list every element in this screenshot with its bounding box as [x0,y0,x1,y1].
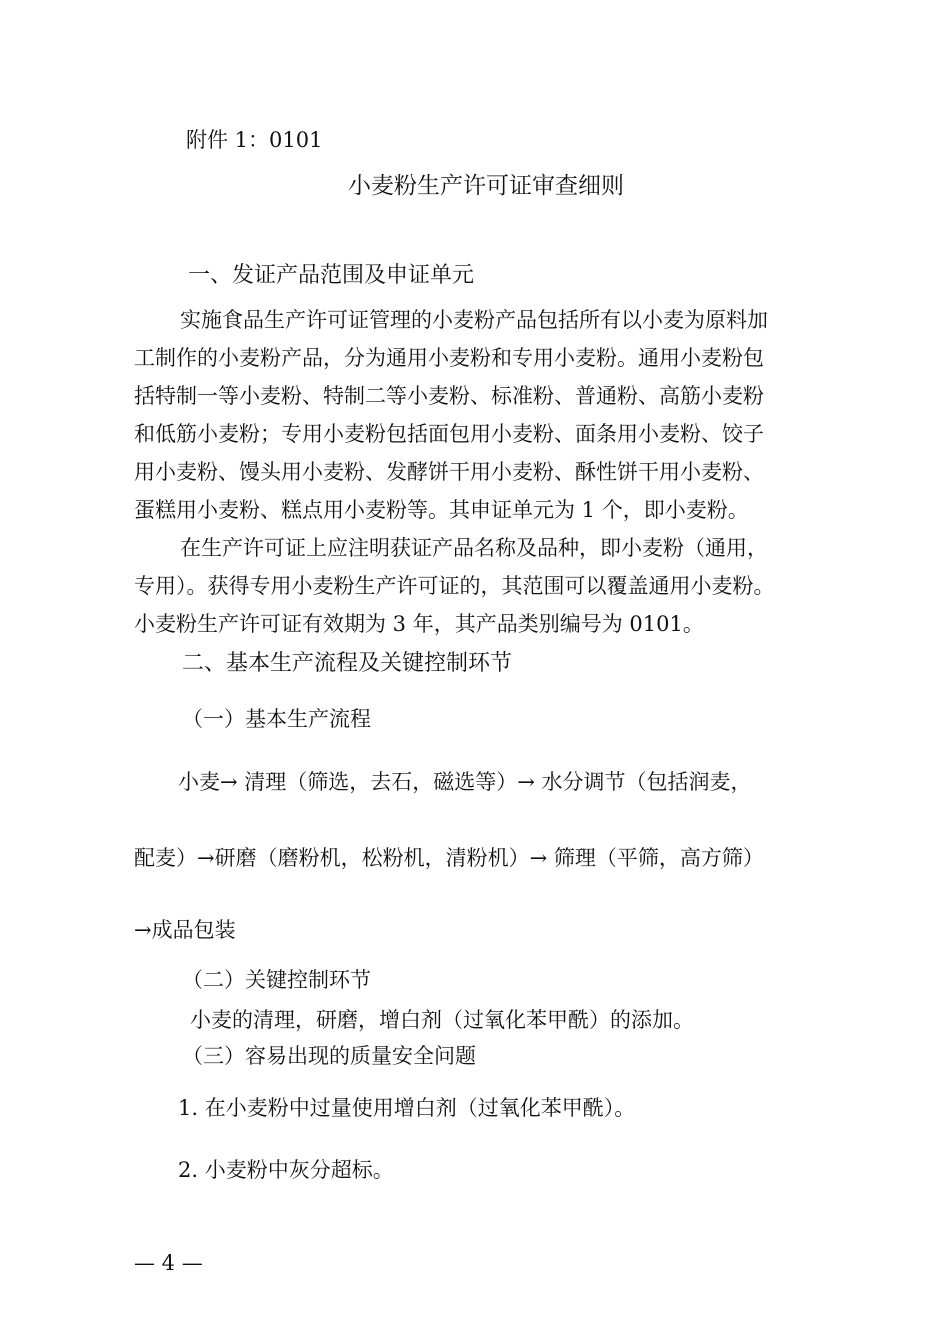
page-number: — 4 — [134,1251,203,1275]
flow-line: 配麦）→研磨（磨粉机，松粉机，清粉机）→ 筛理（平筛，高方筛） [134,846,764,870]
paragraph-line: 在生产许可证上应注明获证产品名称及品种，即小麦粉（通用， [180,536,768,560]
subsection-1-heading: （一）基本生产流程 [182,707,371,731]
subsection-3-heading: （三）容易出现的质量安全问题 [182,1044,476,1068]
section-2-heading: 二、基本生产流程及关键控制环节 [182,651,513,676]
paragraph-line: 实施食品生产许可证管理的小麦粉产品包括所有以小麦为原料加 [180,308,768,332]
list-item: 1. 在小麦粉中过量使用增白剂（过氧化苯甲酰）。 [178,1096,636,1120]
document-title: 小麦粉生产许可证审查细则 [348,173,624,199]
list-item: 2. 小麦粉中灰分超标。 [178,1158,394,1182]
attachment-label: 附件 1：0101 [186,128,323,152]
flow-line: →成品包装 [134,918,236,942]
paragraph-line: 专用）。获得专用小麦粉生产许可证的，其范围可以覆盖通用小麦粉。 [134,574,775,598]
flow-line: 小麦→ 清理（筛选，去石，磁选等）→ 水分调节（包括润麦， [178,770,752,794]
paragraph-line: 工制作的小麦粉产品，分为通用小麦粉和专用小麦粉。通用小麦粉包 [134,346,764,370]
paragraph-line: 括特制一等小麦粉、特制二等小麦粉、标准粉、普通粉、高筋小麦粉 [134,384,764,408]
paragraph-line: 和低筋小麦粉；专用小麦粉包括面包用小麦粉、面条用小麦粉、饺子 [134,422,764,446]
subsection-2-heading: （二）关键控制环节 [182,968,371,992]
paragraph-line: 蛋糕用小麦粉、糕点用小麦粉等。其申证单元为 1 个，即小麦粉。 [134,498,749,522]
paragraph-line: 小麦粉生产许可证有效期为 3 年，其产品类别编号为 0101。 [134,612,704,636]
section-1-heading: 一、发证产品范围及申证单元 [188,263,475,288]
paragraph-line: 用小麦粉、馒头用小麦粉、发酵饼干用小麦粉、酥性饼干用小麦粉、 [134,460,764,484]
key-control-text: 小麦的清理，研磨，增白剂（过氧化苯甲酰）的添加。 [190,1008,694,1032]
